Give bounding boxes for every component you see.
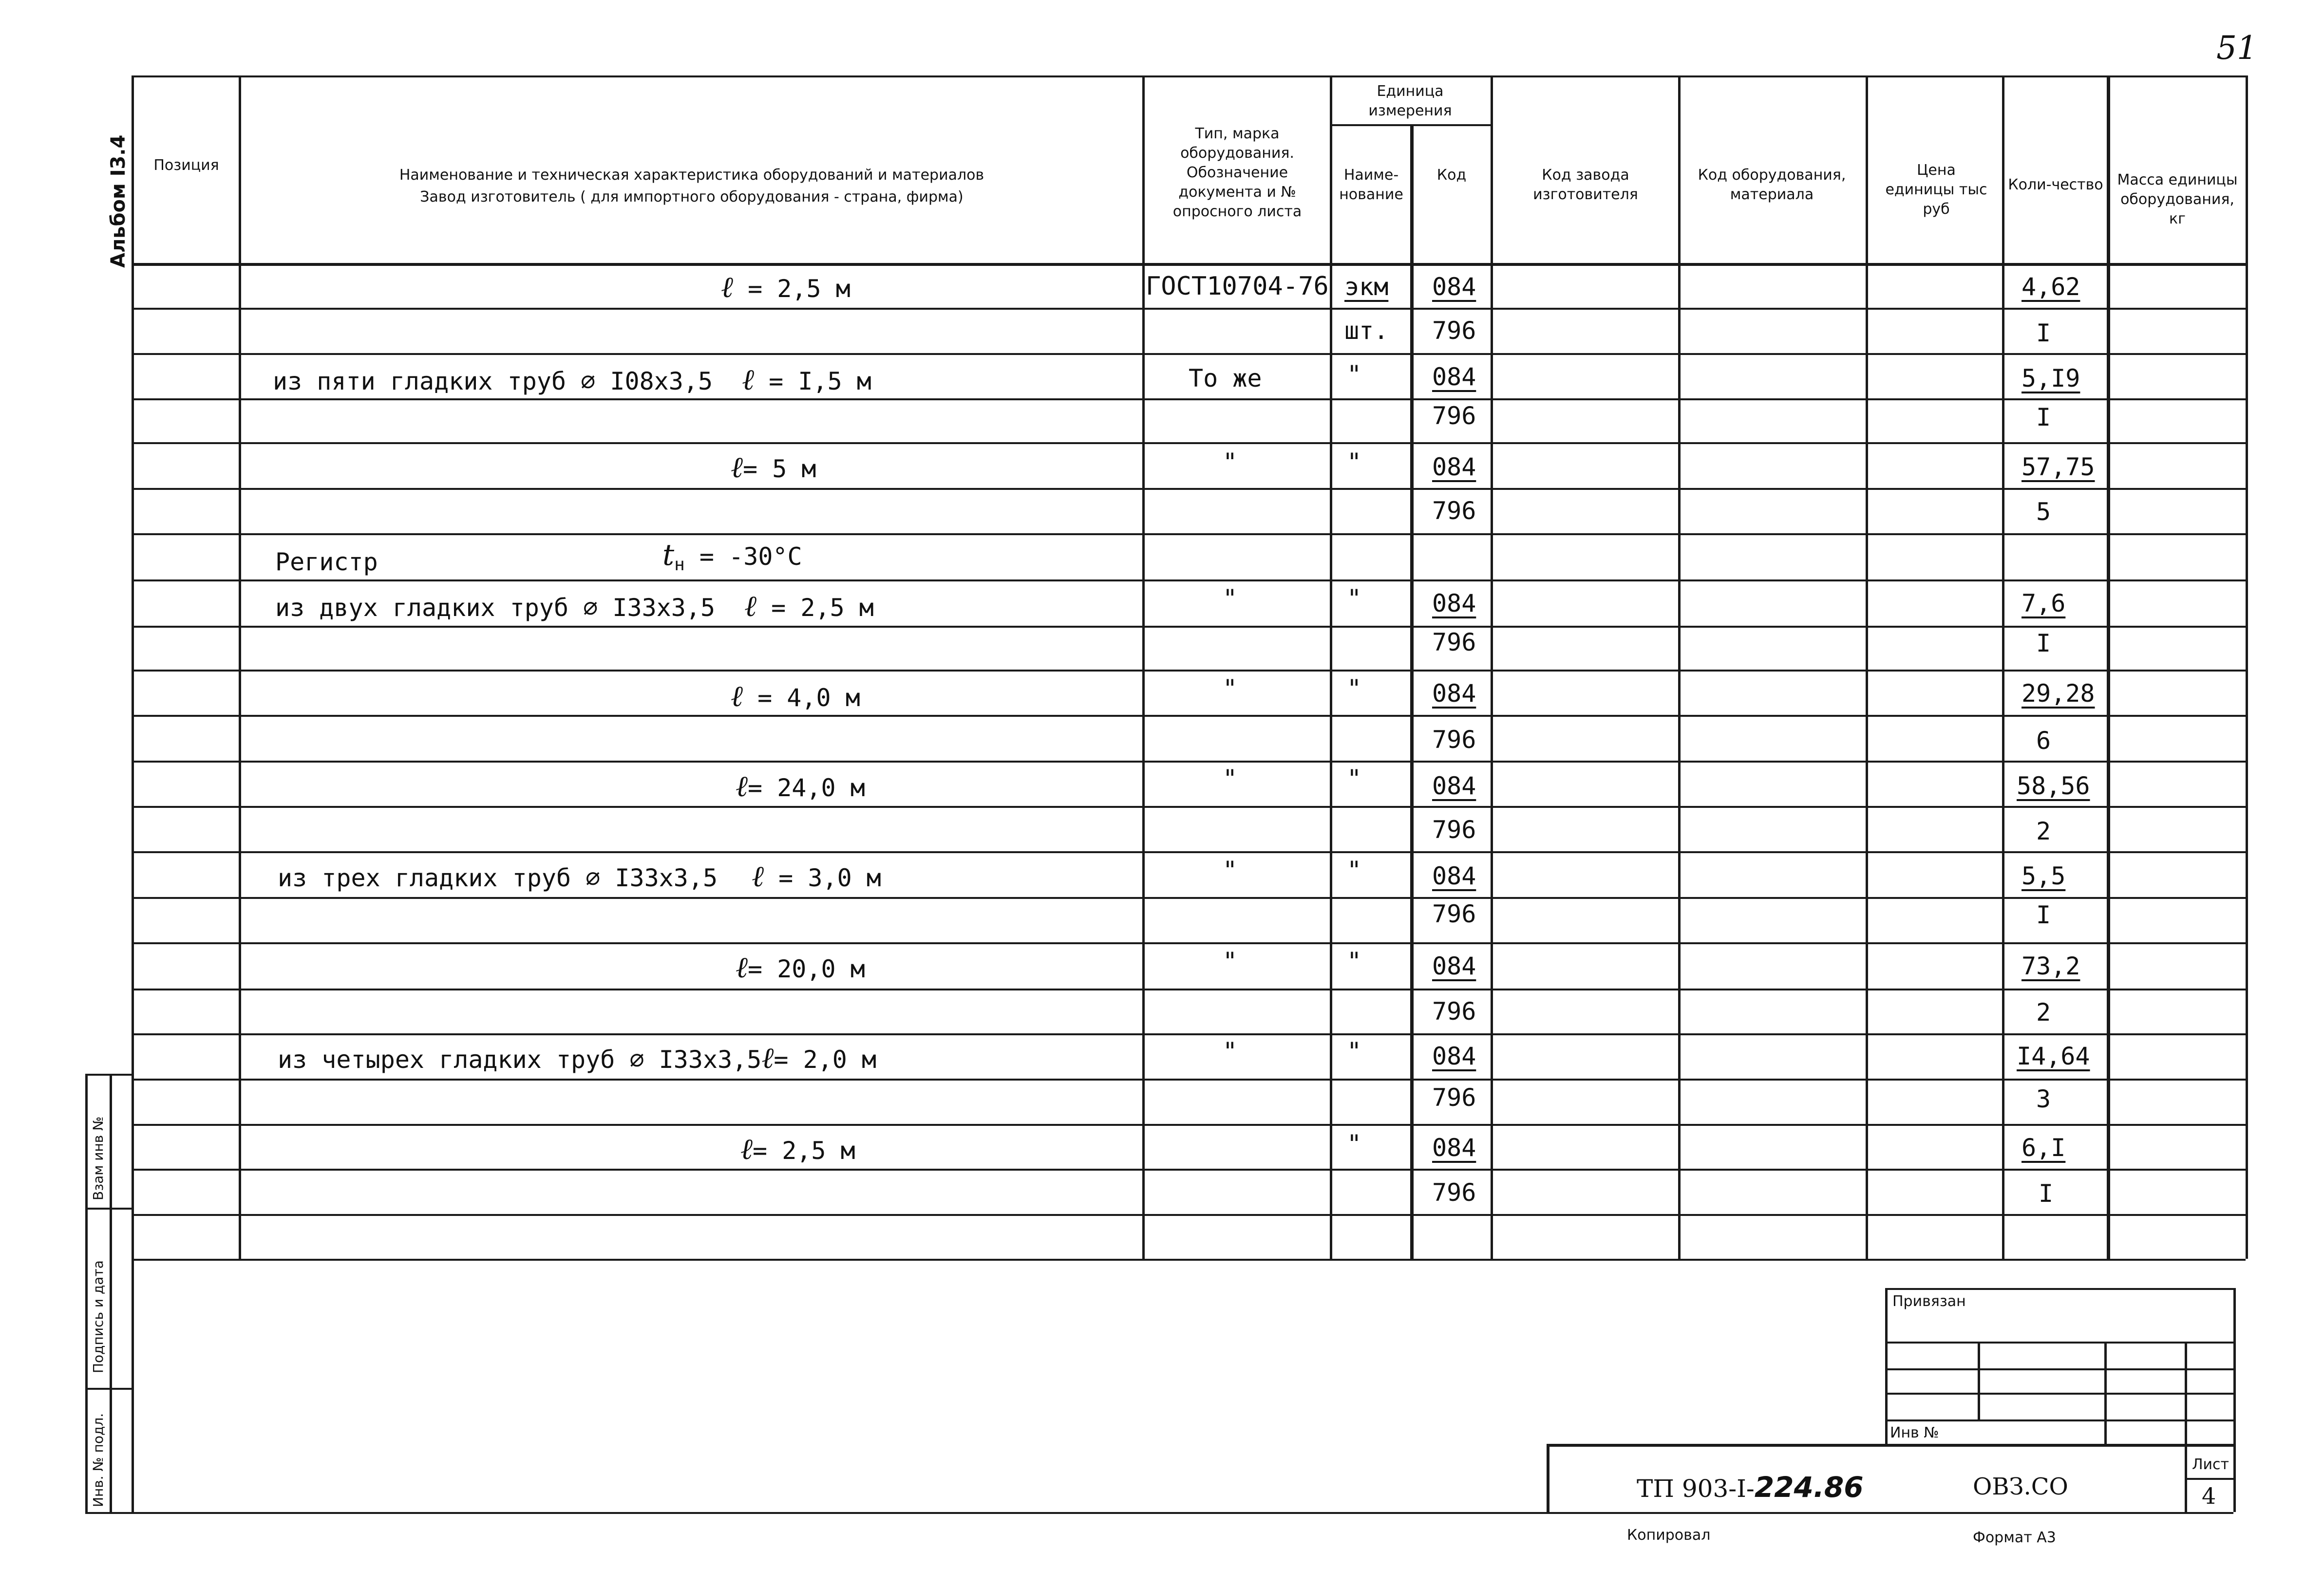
qty-cell: 7,6	[2022, 589, 2066, 617]
code-cell: 796	[1432, 997, 1476, 1026]
qty-cell: 6,I	[2022, 1134, 2066, 1162]
doc-cell: ГОСТ10704-76	[1146, 272, 1329, 301]
table-row: из трех гладких труб ⌀ I33x3,5 ℓ = 3,0 м	[278, 859, 881, 894]
doc-cell: То же	[1189, 364, 1262, 392]
code-cell: 796	[1432, 1083, 1476, 1112]
doc-cell: "	[1223, 674, 1238, 703]
header-unit-name: Наиме-нование	[1339, 167, 1403, 203]
header-mass: Масса единицы оборудования, кг	[2117, 171, 2238, 227]
table-row: из пяти гладких труб ⌀ I08x3,5 ℓ = I,5 м	[273, 363, 871, 397]
code-cell: 084	[1432, 679, 1476, 708]
doc-cell: "	[1223, 1037, 1238, 1065]
code-cell: 796	[1432, 402, 1476, 430]
table-row: ℓ= 24,0 м	[736, 769, 865, 803]
qty-cell: 4,62	[2022, 273, 2080, 301]
format-label: Формат А3	[1973, 1529, 2056, 1546]
code-cell: 084	[1432, 273, 1476, 301]
header-equip-code: Код оборудования, материала	[1698, 167, 1846, 203]
unit-name-cell: "	[1347, 1037, 1362, 1065]
qty-cell: 57,75	[2022, 453, 2095, 481]
doc-cell: "	[1223, 448, 1238, 476]
unit-name-cell: "	[1347, 1130, 1362, 1158]
qty-cell: 6	[2036, 727, 2051, 755]
qty-cell: 58,56	[2017, 772, 2090, 800]
qty-cell: I	[2036, 403, 2051, 431]
unit-name-cell: "	[1347, 584, 1362, 613]
table-row: из четырех гладких труб ⌀ I33x3,5ℓ= 2,0 м	[278, 1041, 877, 1075]
qty-cell: 2	[2036, 998, 2051, 1027]
stamp-podpis: Подпись и дата	[90, 1260, 106, 1373]
table-row: ℓ = 2,5 м	[721, 270, 850, 304]
stamp-vzam: Взам инв №	[90, 1116, 106, 1200]
qty-cell: 5,I9	[2022, 364, 2080, 392]
page-number: 51	[2216, 29, 2257, 67]
album-label: Альбом I3.4	[107, 134, 130, 268]
table-row: ℓ= 20,0 м	[736, 951, 865, 985]
doc-cell: "	[1223, 584, 1238, 613]
table-row: ℓ= 5 м	[731, 450, 816, 485]
qty-cell: I4,64	[2017, 1042, 2090, 1070]
doc-cell: "	[1223, 765, 1238, 793]
unit-name-cell: шт.	[1344, 317, 1389, 345]
code-cell: 084	[1432, 363, 1476, 391]
table-row: ℓ= 2,5 м	[740, 1132, 855, 1166]
code-cell: 796	[1432, 317, 1476, 345]
header-name-line1: Наименование и техническая характеристика оборудований и материалов	[399, 167, 984, 184]
qty-cell: 5,5	[2022, 862, 2066, 890]
qty-cell: 29,28	[2022, 679, 2095, 708]
qty-cell: I	[2036, 319, 2051, 347]
doc-cell: "	[1223, 856, 1238, 884]
table-row: Регистр	[275, 548, 378, 576]
sheet-number: 4	[2202, 1483, 2216, 1509]
header-unit: Единица измерения	[1368, 82, 1452, 119]
unit-name-cell: "	[1347, 856, 1362, 884]
header-position: Позиция	[153, 157, 219, 174]
doc-designation: ТП 903-I-224.86	[1637, 1471, 1864, 1504]
header-factory-code: Код завода изготовителя	[1533, 167, 1638, 203]
qty-cell: I	[2036, 901, 2051, 929]
qty-cell: I	[2036, 629, 2051, 657]
unit-name-cell: "	[1347, 765, 1362, 793]
code-cell: 796	[1432, 1178, 1476, 1207]
copied-label: Копировал	[1627, 1527, 1711, 1544]
unit-name-cell: "	[1347, 448, 1362, 476]
stamp-inv: Инв. № подл.	[90, 1413, 106, 1507]
code-cell: 796	[1432, 726, 1476, 754]
header-type-mark: Тип, марка оборудования. Обозначение документа и № опросного листа	[1172, 125, 1302, 220]
unit-name-cell: "	[1347, 674, 1362, 703]
doc-cell: "	[1223, 947, 1238, 975]
inv-no-label: Инв №	[1890, 1424, 1939, 1441]
code-cell: 084	[1432, 862, 1476, 890]
code-cell: 796	[1432, 816, 1476, 844]
qty-cell: 73,2	[2022, 952, 2080, 980]
doc-code: ОВЗ.СО	[1973, 1473, 2068, 1500]
code-cell: 084	[1432, 453, 1476, 481]
table-row: $t_н = -30^\circ C$	[662, 538, 802, 575]
table-row: ℓ = 4,0 м	[731, 679, 860, 713]
code-cell: 084	[1432, 772, 1476, 800]
qty-cell: 5	[2036, 498, 2051, 526]
sheet-label: Лист	[2192, 1456, 2230, 1473]
code-cell: 796	[1432, 900, 1476, 928]
qty-cell: I	[2039, 1179, 2054, 1208]
unit-name-cell: "	[1347, 360, 1362, 389]
table-row: из двух гладких труб ⌀ I33x3,5 ℓ = 2,5 м	[275, 589, 874, 623]
qty-cell: 2	[2036, 817, 2051, 845]
header-unit-code: Код	[1436, 167, 1467, 184]
unit-name-cell: "	[1347, 947, 1362, 975]
code-cell: 084	[1432, 1042, 1476, 1070]
code-cell: 084	[1432, 589, 1476, 617]
code-cell: 084	[1432, 1134, 1476, 1162]
privyazan-label: Привязан	[1892, 1293, 1966, 1310]
header-name-line2: Завод изготовитель ( для импортного оборудования - страна, фирма)	[420, 188, 964, 205]
unit-name-cell: экм	[1344, 273, 1389, 301]
code-cell: 796	[1432, 497, 1476, 525]
header-quantity: Коли-чество	[2008, 176, 2103, 193]
code-cell: 796	[1432, 628, 1476, 656]
header-price: Цена единицы тыс руб	[1885, 162, 1987, 218]
qty-cell: 3	[2036, 1085, 2051, 1113]
code-cell: 084	[1432, 952, 1476, 980]
